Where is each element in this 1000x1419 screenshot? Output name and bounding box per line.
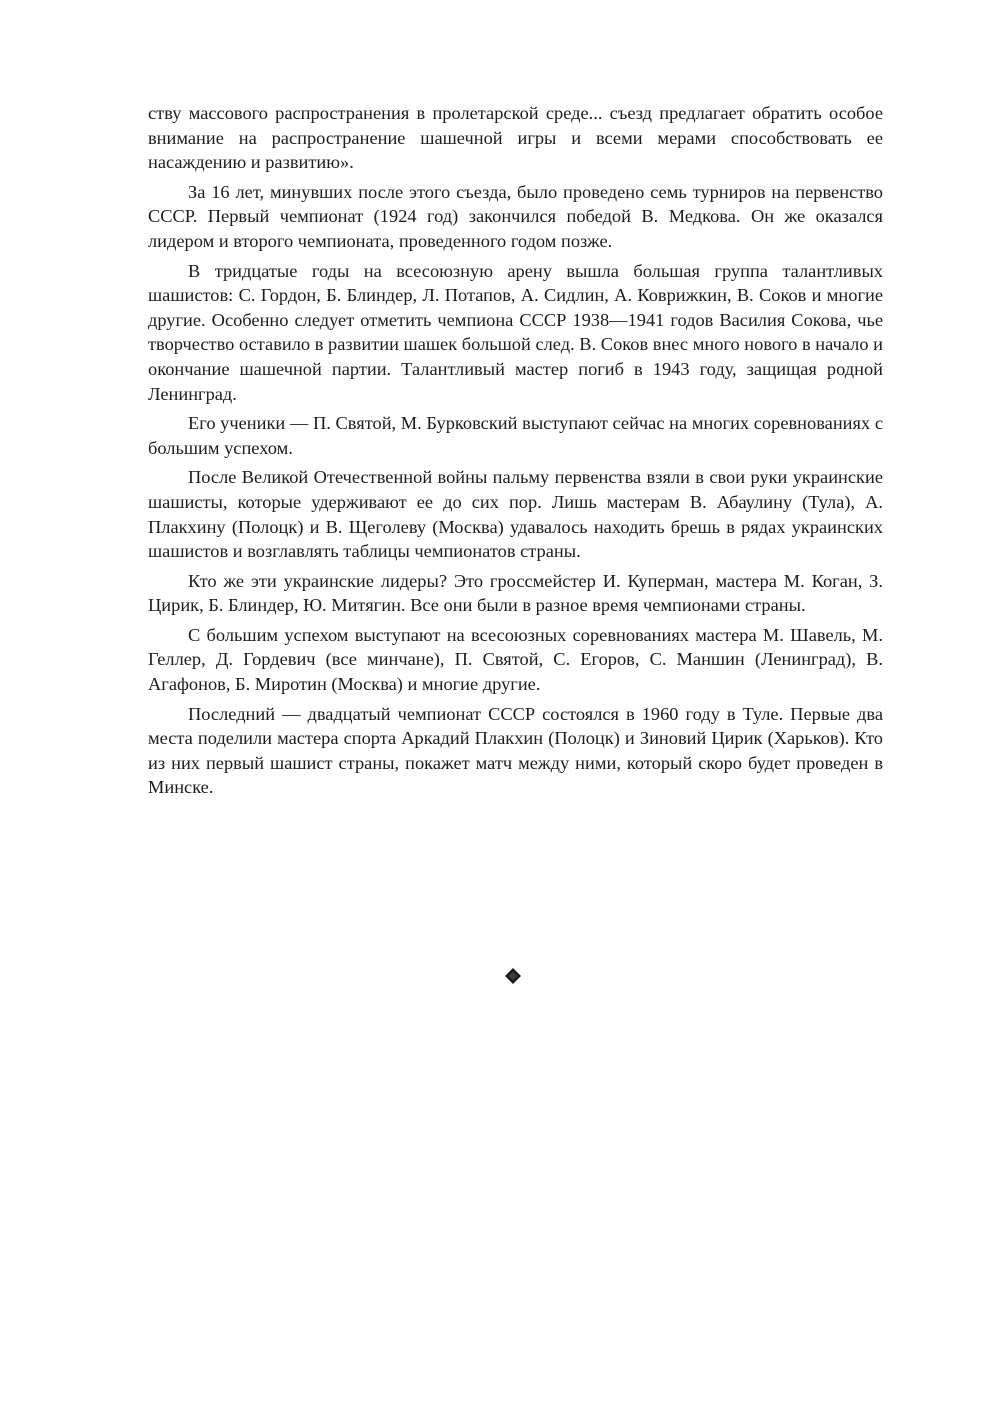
paragraph-ukrainian-leaders: Кто же эти украинские лидеры? Это гроссмейстер И. Куперман, мастера М. Коган, З. Цирик, Б. Блиндер, Ю. Митягин. Все они были в разное время чемпионами страны. xyxy=(148,570,883,616)
paragraph-masters: С большим успехом выступают на всесоюзных соревнованиях мастера М. Шавель, М. Геллер, Д. Гордевич (все минчане), П. Святой, С. Егоров, С. Маншин (Ленинград), В. Агафонов, Б. Миротин (Москва) и многие другие. xyxy=(148,624,883,695)
body-text xyxy=(148,101,883,805)
diamond-ornament-icon xyxy=(505,968,521,984)
paragraph-students: Его ученики — П. Святой, М. Бурковский выступают сейчас на многих соревнованиях с большим успехом. xyxy=(148,413,883,458)
paragraph-championships: За 16 лет, минувших после этого съезда, было проведено семь турниров на первенство СССР. Первый чемпионат (1924 год) закончился победой В. Медкова. Он же оказался лидером и второго чемпионата, проведенного годом позже. xyxy=(148,181,883,251)
paragraph-continuation: ству массового распространения в пролетарской среде... съезд предлагает обратить особое внимание на распространение шашечной игры и всеми мерами способствовать ее насаждению и развитию». xyxy=(148,103,883,173)
paragraph-twentieth-championship: Последний — двадцатый чемпионат СССР состоялся в 1960 году в Туле. Первые два места поделили мастера спорта Аркадий Плакхин (Полоцк) и Зиновий Цирик (Харьков). Кто из них первый шашист страны, покажет матч между ними, который скоро будет проведен в Минске. xyxy=(148,703,883,798)
paragraph-postwar: После Великой Отечественной войны пальму первенства взяли в свои руки украинские шашисты, которые удерживают ее до сих пор. Лишь мастерам В. Абаулину (Тула), А. Плакхину (Полоцк) и В. Щеголеву (Москва) удавалось находить брешь в рядах украинских шашистов и возглавлять таблицы чемпионатов страны. xyxy=(148,467,883,562)
paragraph-thirties: В тридцатые годы на всесоюзную арену вышла большая группа талантливых шашистов: С. Гордон, Б. Блиндер, Л. Потапов, А. Сидлин, А. Коврижкин, В. Соков и многие другие. Особенно следует отметить чемпиона СССР 1938—1941 годов Василия Сокова, чье творчество оставило в развитии шашек большой след. В. Соков внес много нового в начало и окончание шашечной партии. Талантливый мастер погиб в 1943 году, защищая родной Ленинград. xyxy=(148,260,883,404)
